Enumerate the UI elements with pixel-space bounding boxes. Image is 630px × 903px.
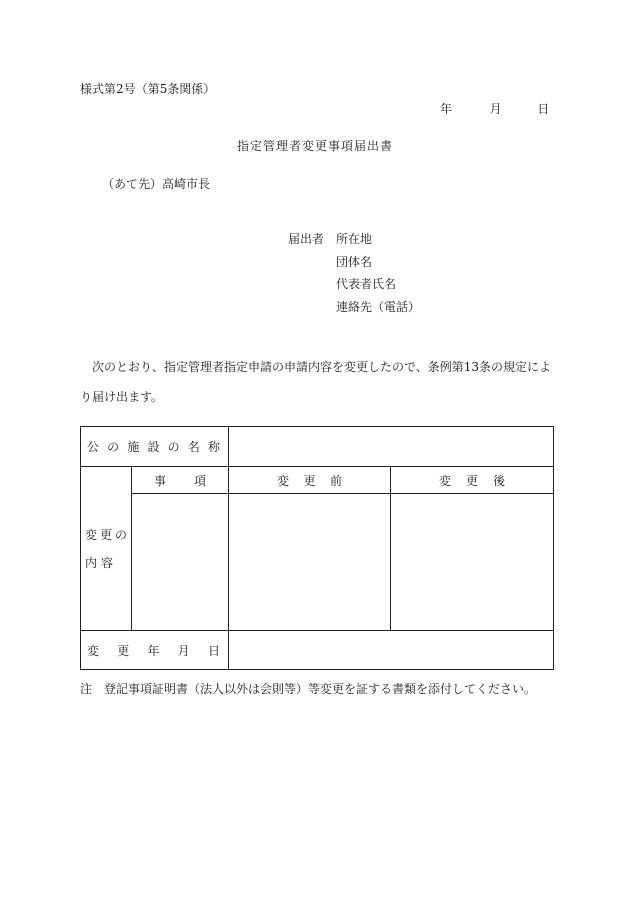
note: 注 登記事項証明書（法人以外は会則等）等変更を証する書類を添付してください。 [80, 682, 537, 696]
form-number: 様式第2号（第5条関係） [80, 82, 216, 96]
change-date-row [81, 631, 554, 670]
facility-name-label: 公 の 施 設 の 名 称 [81, 427, 229, 467]
date-day-label: 日 [537, 102, 550, 116]
change-date-label: 変 更 年 月 日 [81, 631, 229, 670]
change-content-label: 変 更 の 内 容 [81, 467, 132, 631]
before-value[interactable] [229, 494, 391, 631]
field-organization: 団体名 [336, 255, 373, 269]
col-header-after: 変 更 後 [391, 467, 554, 494]
body-text: 次のとおり、指定管理者指定申請の申請内容を変更したので、条例第13条の規定により届け出ます。 [80, 360, 552, 404]
document-title: 指定管理者変更事項届出書 [236, 139, 393, 153]
facility-name-row [81, 427, 554, 467]
column-header-row [81, 467, 554, 494]
field-contact-phone: 連絡先（電話） [336, 300, 421, 314]
field-representative: 代表者氏名 [336, 277, 397, 291]
after-value[interactable] [391, 494, 554, 631]
applicant-label: 届出者 [288, 232, 325, 246]
col-header-before: 変 更 前 [229, 467, 391, 494]
date-line [440, 102, 549, 116]
field-address: 所在地 [336, 232, 373, 246]
addressee: （あて先）高崎市長 [102, 177, 211, 191]
change-date-value[interactable] [229, 631, 554, 670]
facility-name-value[interactable] [229, 427, 554, 467]
change-form-table [80, 426, 554, 670]
change-content-row [81, 494, 554, 631]
col-header-item: 事 項 [132, 467, 229, 494]
date-month-label: 月 [489, 102, 502, 116]
item-value[interactable] [132, 494, 229, 631]
date-year-label: 年 [440, 102, 453, 116]
